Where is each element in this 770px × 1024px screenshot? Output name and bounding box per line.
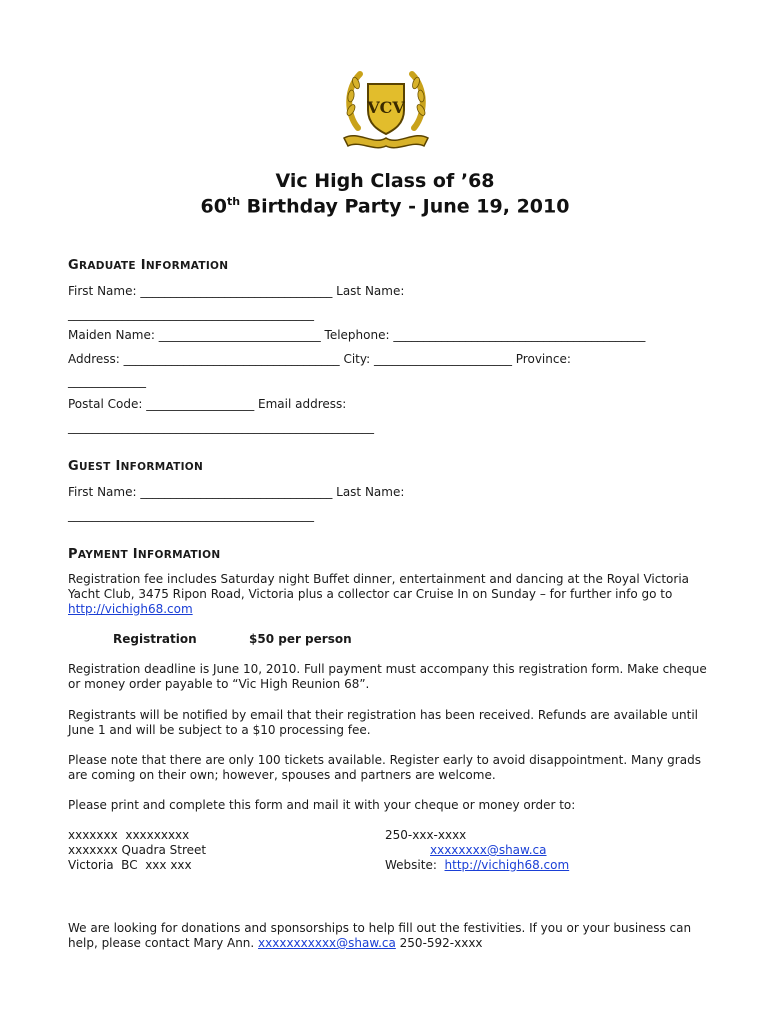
page-subtitle: 60th Birthday Party - June 19, 2010 <box>200 195 570 218</box>
graduate-postal-email-line[interactable]: Postal Code: __________________ Email address: <box>68 397 347 411</box>
sponsorship-paragraph: We are looking for donations and sponsorships to help fill out the festivities. If you or your business can help, please contact Mary Ann. xxxxxxxxxxx@shaw.ca 250-592-xxxx <box>68 921 692 950</box>
mailing-address-street: xxxxxxx Quadra Street <box>68 843 207 857</box>
notification-paragraph: Registrants will be notified by email that their registration has been received. Refunds are available until June 1 and will be subject to a $10 processing fee. <box>68 708 699 737</box>
registration-label: Registration <box>113 632 197 646</box>
graduate-email-blank[interactable]: ___________________________________________________ <box>68 420 374 434</box>
mailing-address-city: Victoria BC xxx xxx <box>68 858 192 872</box>
graduate-name-line[interactable]: First Name: ________________________________ Last Name: <box>68 284 405 298</box>
graduate-info-heading: GRADUATE INFORMATION <box>68 258 229 273</box>
mary-ann-email-link[interactable]: xxxxxxxxxxx@shaw.ca <box>258 936 396 950</box>
page-title: Vic High Class of ’68 <box>275 170 495 192</box>
website-link[interactable]: http://vichigh68.com <box>444 858 570 872</box>
guest-name-line[interactable]: First Name: ________________________________ Last Name: <box>68 485 405 499</box>
class-crest-logo <box>338 66 434 152</box>
graduate-address-line[interactable]: Address: ____________________________________ City: _______________________ Province: <box>68 352 571 366</box>
guest-last-name-blank[interactable]: _________________________________________ <box>68 508 314 522</box>
payment-info-heading: PAYMENT INFORMATION <box>68 547 221 562</box>
mail-instructions: Please print and complete this form and mail it with your cheque or money order to: <box>68 798 576 812</box>
crest-monogram: VCV <box>367 98 405 117</box>
contact-phone: 250-xxx-xxxx <box>385 828 467 842</box>
contact-website: Website: http://vichigh68.com <box>385 858 570 872</box>
tickets-paragraph: Please note that there are only 100 tickets available. Register early to avoid disappointment. Many grads are coming on their own; however, spouses and partners are welcome. <box>68 753 701 782</box>
graduate-province-blank[interactable]: _____________ <box>68 374 146 388</box>
mailing-address-name: xxxxxxx xxxxxxxxx <box>68 828 190 842</box>
payment-intro-paragraph: Registration fee includes Saturday night Buffet dinner, entertainment and dancing at the Royal Victoria Yacht Club, 3475 Ripon Road, Victoria plus a collector car Cruise In on Sunday – for further info go to http://vichigh68.com <box>68 572 690 616</box>
graduate-maiden-phone-line[interactable]: Maiden Name: ___________________________ Telephone: __________________________________________ <box>68 328 646 342</box>
graduate-last-name-blank[interactable]: _________________________________________ <box>68 307 314 321</box>
contact-email-link[interactable]: xxxxxxxx@shaw.ca <box>430 843 547 857</box>
registration-price: $50 per person <box>249 632 352 646</box>
guest-info-heading: GUEST INFORMATION <box>68 459 204 474</box>
deadline-paragraph: Registration deadline is June 10, 2010. Full payment must accompany this registration form. Make cheque or money order payable to “Vic High Reunion 68”. <box>68 662 707 691</box>
vichigh68-link[interactable]: http://vichigh68.com <box>68 602 193 616</box>
